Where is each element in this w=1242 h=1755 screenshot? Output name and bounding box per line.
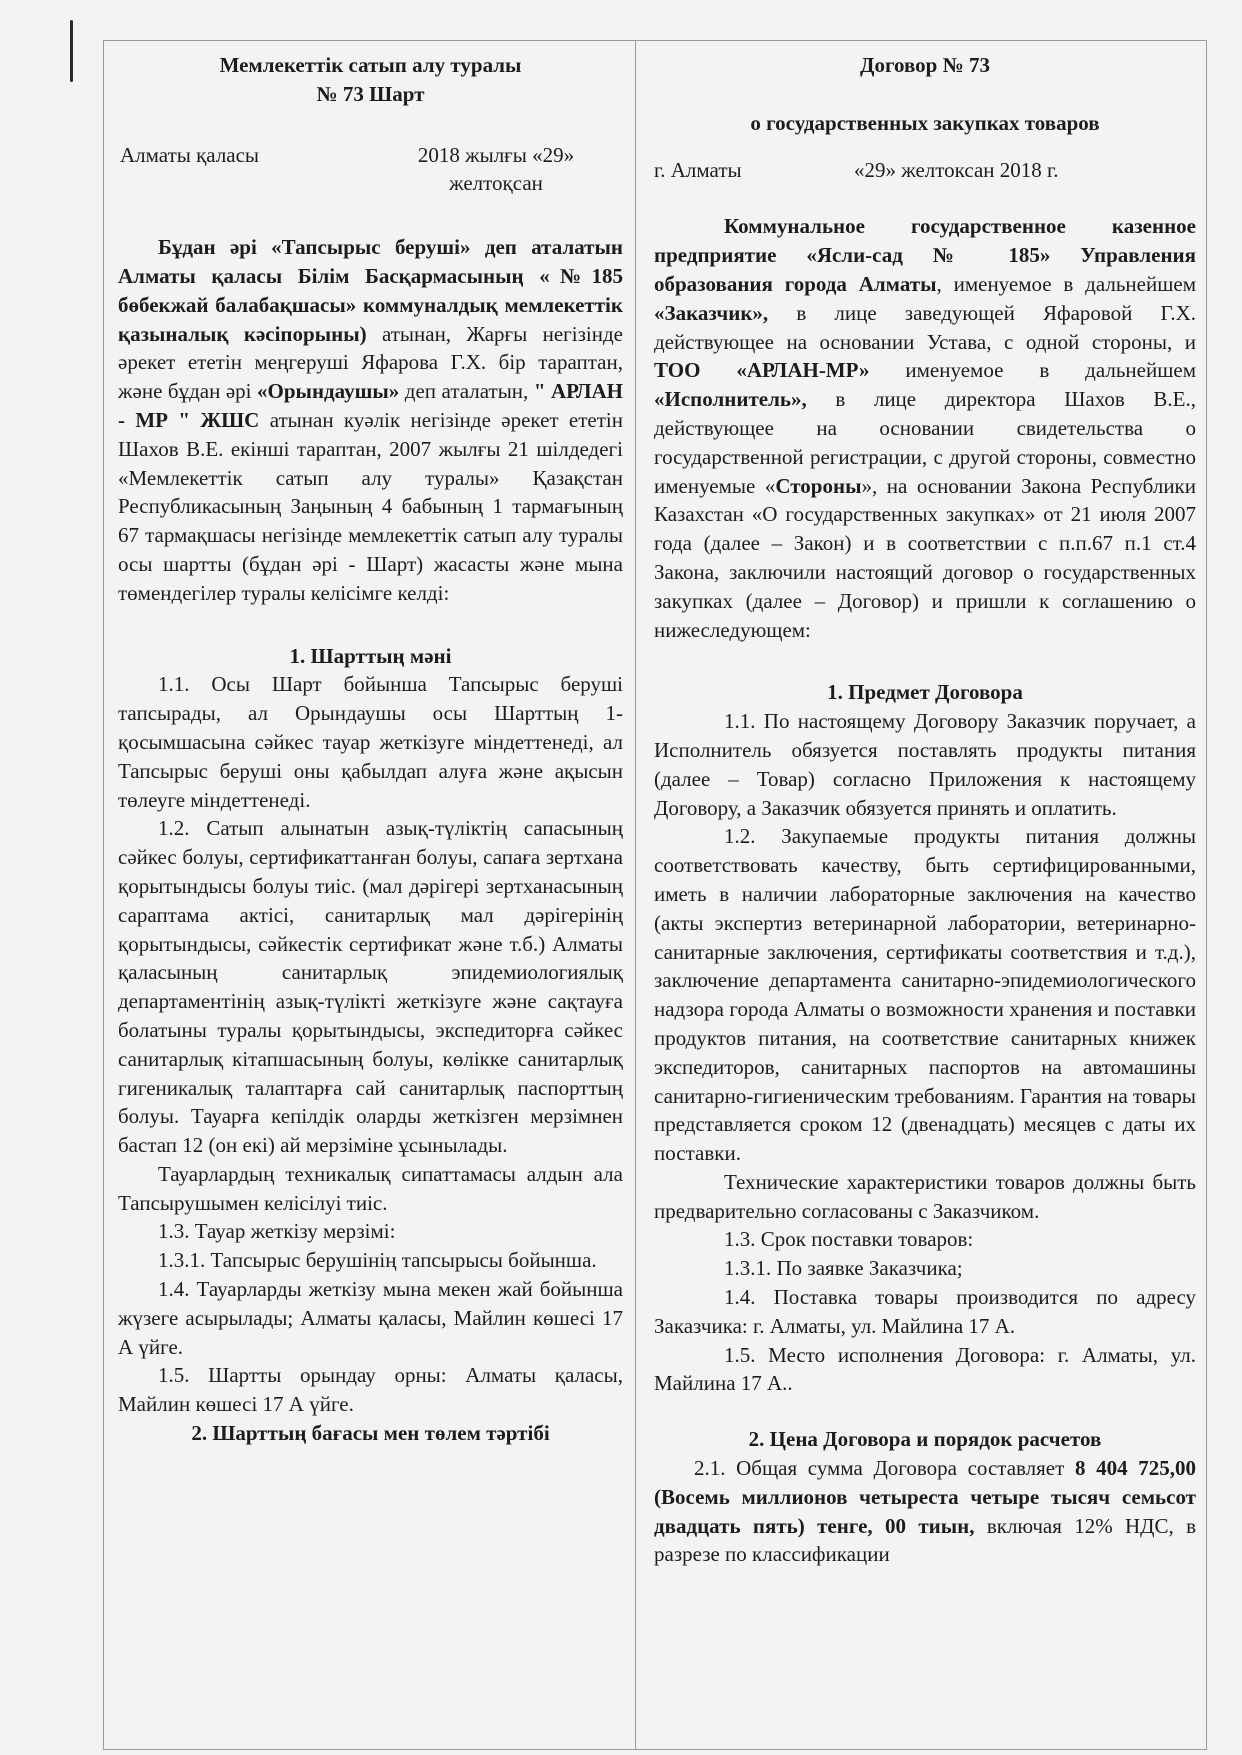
ru-title-line1: Договор № 73 [860,53,990,77]
bilingual-contract-table [103,40,1207,1750]
kz-date-line2: желтоқсан [449,171,543,196]
kz-clause-1-3-1: 1.3.1. Тапсырыс берушінің тапсырысы бойынша. [158,1248,597,1273]
kz-customer-name: Бұдан әрі «Тапсырыс беруші» деп аталатын Алматы қаласы Білім Басқармасының «№185 бөбекжай балабақшасы» коммуналдық мемлекеттік қазыналық кәсіпорыны) [118,235,623,346]
ru-performer-label: «Исполнитель», [654,387,807,412]
kz-clause-1-5: 1.5. Шартты орындау орны: Алматы қаласы, Майлин көшесі 17 А үйге. [118,1363,623,1417]
ru-clause-1-5: 1.5. Место исполнения Договора: г. Алматы, ул. Майлина 17 А.. [654,1342,1196,1396]
ru-intro-paragraph: Коммунальное государственное казенное предприятие «Ясли-сад № 185» Управления образования города Алматы, именуемое в дальнейшем «Заказчик», в лице заведующей Яфаровой Г.Х. действующее на основании Устава, с одной стороны, и ТОО «АРЛАН-МР» именуемое в дальнейшем «Исполнитель», в лице директора Шахов В.Е., действующее на основании свидетельства о государственной регистрации, с другой стороны, совместно именуемые «Стороны», на основании Закона Республики Казахстан «О государственных закупках» от 21 июля 2007 года (далее – Закон) и в соответствии с п.п.67 п.1 ст.4 Закона, заключили настоящий договор о государственных закупках (далее – Договор) и пришли к соглашению о нижеследующем: [654,214,1196,642]
ru-clause-1-2: 1.2. Закупаемые продукты питания должны соответствовать качеству, быть сертифицированными, иметь в наличии лабораторные заключения на качество (акты экспертиз ветеринарной лаборатории, ветеринарно-санитарные заключения, сертификаты соответствия и т.д.), заключение департамента санитарно-эпидемиологического надзора города Алматы о возможности хранения и поставки продуктов питания, на соответствие санитарных книжек экспедиторов, санитарных паспортов на автомашины санитарно-гигиеническим требованиям. Гарантия на товары представляется сроком 12 (двенадцать) месяцев с даты их поставки. [654,824,1196,1166]
ru-tech-spec: Технические характеристики товаров должны быть предварительно согласованы с Заказчиком. [654,1169,1196,1223]
ru-customer-name: Коммунальное государственное казенное предприятие «Ясли-сад № 185» Управления образования города Алматы [654,214,1196,296]
ru-section1-title: 1. Предмет Договора [827,680,1023,705]
kz-performer-label: «Орындаушы» [257,379,400,404]
ru-clause-1-4: 1.4. Поставка товары производится по адресу Заказчика: г. Алматы, ул. Майлина 17 А. [654,1285,1196,1338]
kz-city: Алматы қаласы [120,142,260,167]
kazakh-column [104,41,636,1749]
kz-clause-1-2: 1.2. Сатып алынатын азық-түліктің сапасының сәйкес болуы, сертификаттанған болуы, сапаға зертхана қорытындысы болуы тиіс. (мал дәрігері зертханасының сараптама актісі, санитарлық мал дәрігерінің қорытындысы, сәйкестік сертификат және т.б.) Алматы қаласының санитарлық эпидемиологиялық департаментінің азық-түлікті жеткізуге және сақтауға болатыны туралы қорытындысы, экспедиторға сәйкес санитарлық кітапшасының болуы, көлікке санитарлық гигеникалық талаптарға сай санитарлық паспорттың болуы. Тауарға кепілдік оларды жеткізген мерзімнен бастап 12 (он екі) ай мерзіміне ұсынылады. [118,816,623,1158]
kz-date-line1: 2018 жылғы «29» [417,142,575,167]
kz-title-line2: № 73 Шарт [316,81,425,106]
kz-title-line1: Мемлекеттік сатып алу туралы [219,53,522,77]
ru-clause-2-1: 2.1. Общая сумма Договора составляет 8 404 725,00 (Восемь миллионов четыреста четыре тысяч семьсот двадцать пять) тенге, 00 тиын, включая 12% НДС, в разрезе по классификации [654,1456,1197,1567]
ru-supplier-name: ТОО «АРЛАН-МР» [654,358,870,383]
kz-section1-title: 1. Шарттың мәні [289,643,452,668]
ru-parties-label: Стороны [775,473,862,498]
ru-place-date [654,156,1196,185]
kz-tech-spec: Тауарлардың техникалық сипаттамасы алдын ала Тапсырушымен келісілуі тиіс. [118,1161,623,1215]
ru-section2-title: 2. Цена Договора и порядок расчетов [748,1427,1102,1452]
kz-clause-1-1: 1.1. Осы Шарт бойынша Тапсырыс беруші тапсырады, ал Орындаушы осы Шарттың 1-қосымшасына сәйкес тауар жеткізуге міндеттенеді, ал Тапсырыс беруші оны қабылдап алуға және ақысын төлеуге міндеттенеді. [118,672,623,812]
ru-clause-1-3: 1.3. Срок поставки товаров: [724,1227,974,1252]
ru-city: г. Алматы [654,157,742,182]
kz-clause-1-4: 1.4. Тауарларды жеткізу мына мекен жай бойынша жүзеге асырылады; Алматы қаласы, Майлин көшесі 17 А үйге. [118,1277,623,1359]
kz-supplier-name: " АРЛАН - МР " ЖШС [118,379,623,432]
ru-clause-1-1: 1.1. По настоящему Договору Заказчик поручает, а Исполнитель обязуется поставлять продукты питания (далее – Товар) согласно Приложения к настоящему Договору, а Заказчик обязуется принять и оплатить. [654,709,1196,820]
kz-intro-paragraph: Бұдан әрі «Тапсырыс беруші» деп аталатын Алматы қаласы Білім Басқармасының «№185 бөбекжай балабақшасы» коммуналдық мемлекеттік қазыналық кәсіпорыны) атынан, Жарғы негізінде әрекет ететін меңгеруші Яфарова Г.Х. бір тараптан, және бұдан әрі «Орындаушы» деп аталатын, " АРЛАН - МР " ЖШС атынан куәлік негізінде әрекет ететін Шахов В.Е. екінші тараптан, 2007 жылғы 21 шілдедегі «Мемлекеттік сатып алу туралы» Қазақстан Республикасының Заңының 4 бабының 1 тармағының 67 тармақшасы негізінде мемлекеттік сатып алу туралы осы шартты (бұдан әрі - Шарт) жасасты және мына төмендегілер туралы келісімге келді: [118,235,623,605]
ru-date: «29» желтоксан 2018 г. [854,157,1059,182]
kz-place-date [118,141,623,199]
scan-margin-mark [70,20,73,82]
ru-customer-label: «Заказчик», [654,300,769,325]
ru-clause-1-3-1: 1.3.1. По заявке Заказчика; [724,1256,963,1281]
ru-title-line2: о государственных закупках товаров [750,110,1100,135]
ru-contract-amount: 8 404 725,00 (Восемь миллионов четыреста четыре тысяч семьсот двадцать пять) тенге, 00 тиын, [654,1456,1196,1538]
kz-clause-1-3: 1.3. Тауар жеткізу мерзімі: [158,1219,396,1244]
kz-section2-title: 2. Шарттың бағасы мен төлем тәртібі [191,1421,550,1446]
russian-column [636,41,1206,1749]
